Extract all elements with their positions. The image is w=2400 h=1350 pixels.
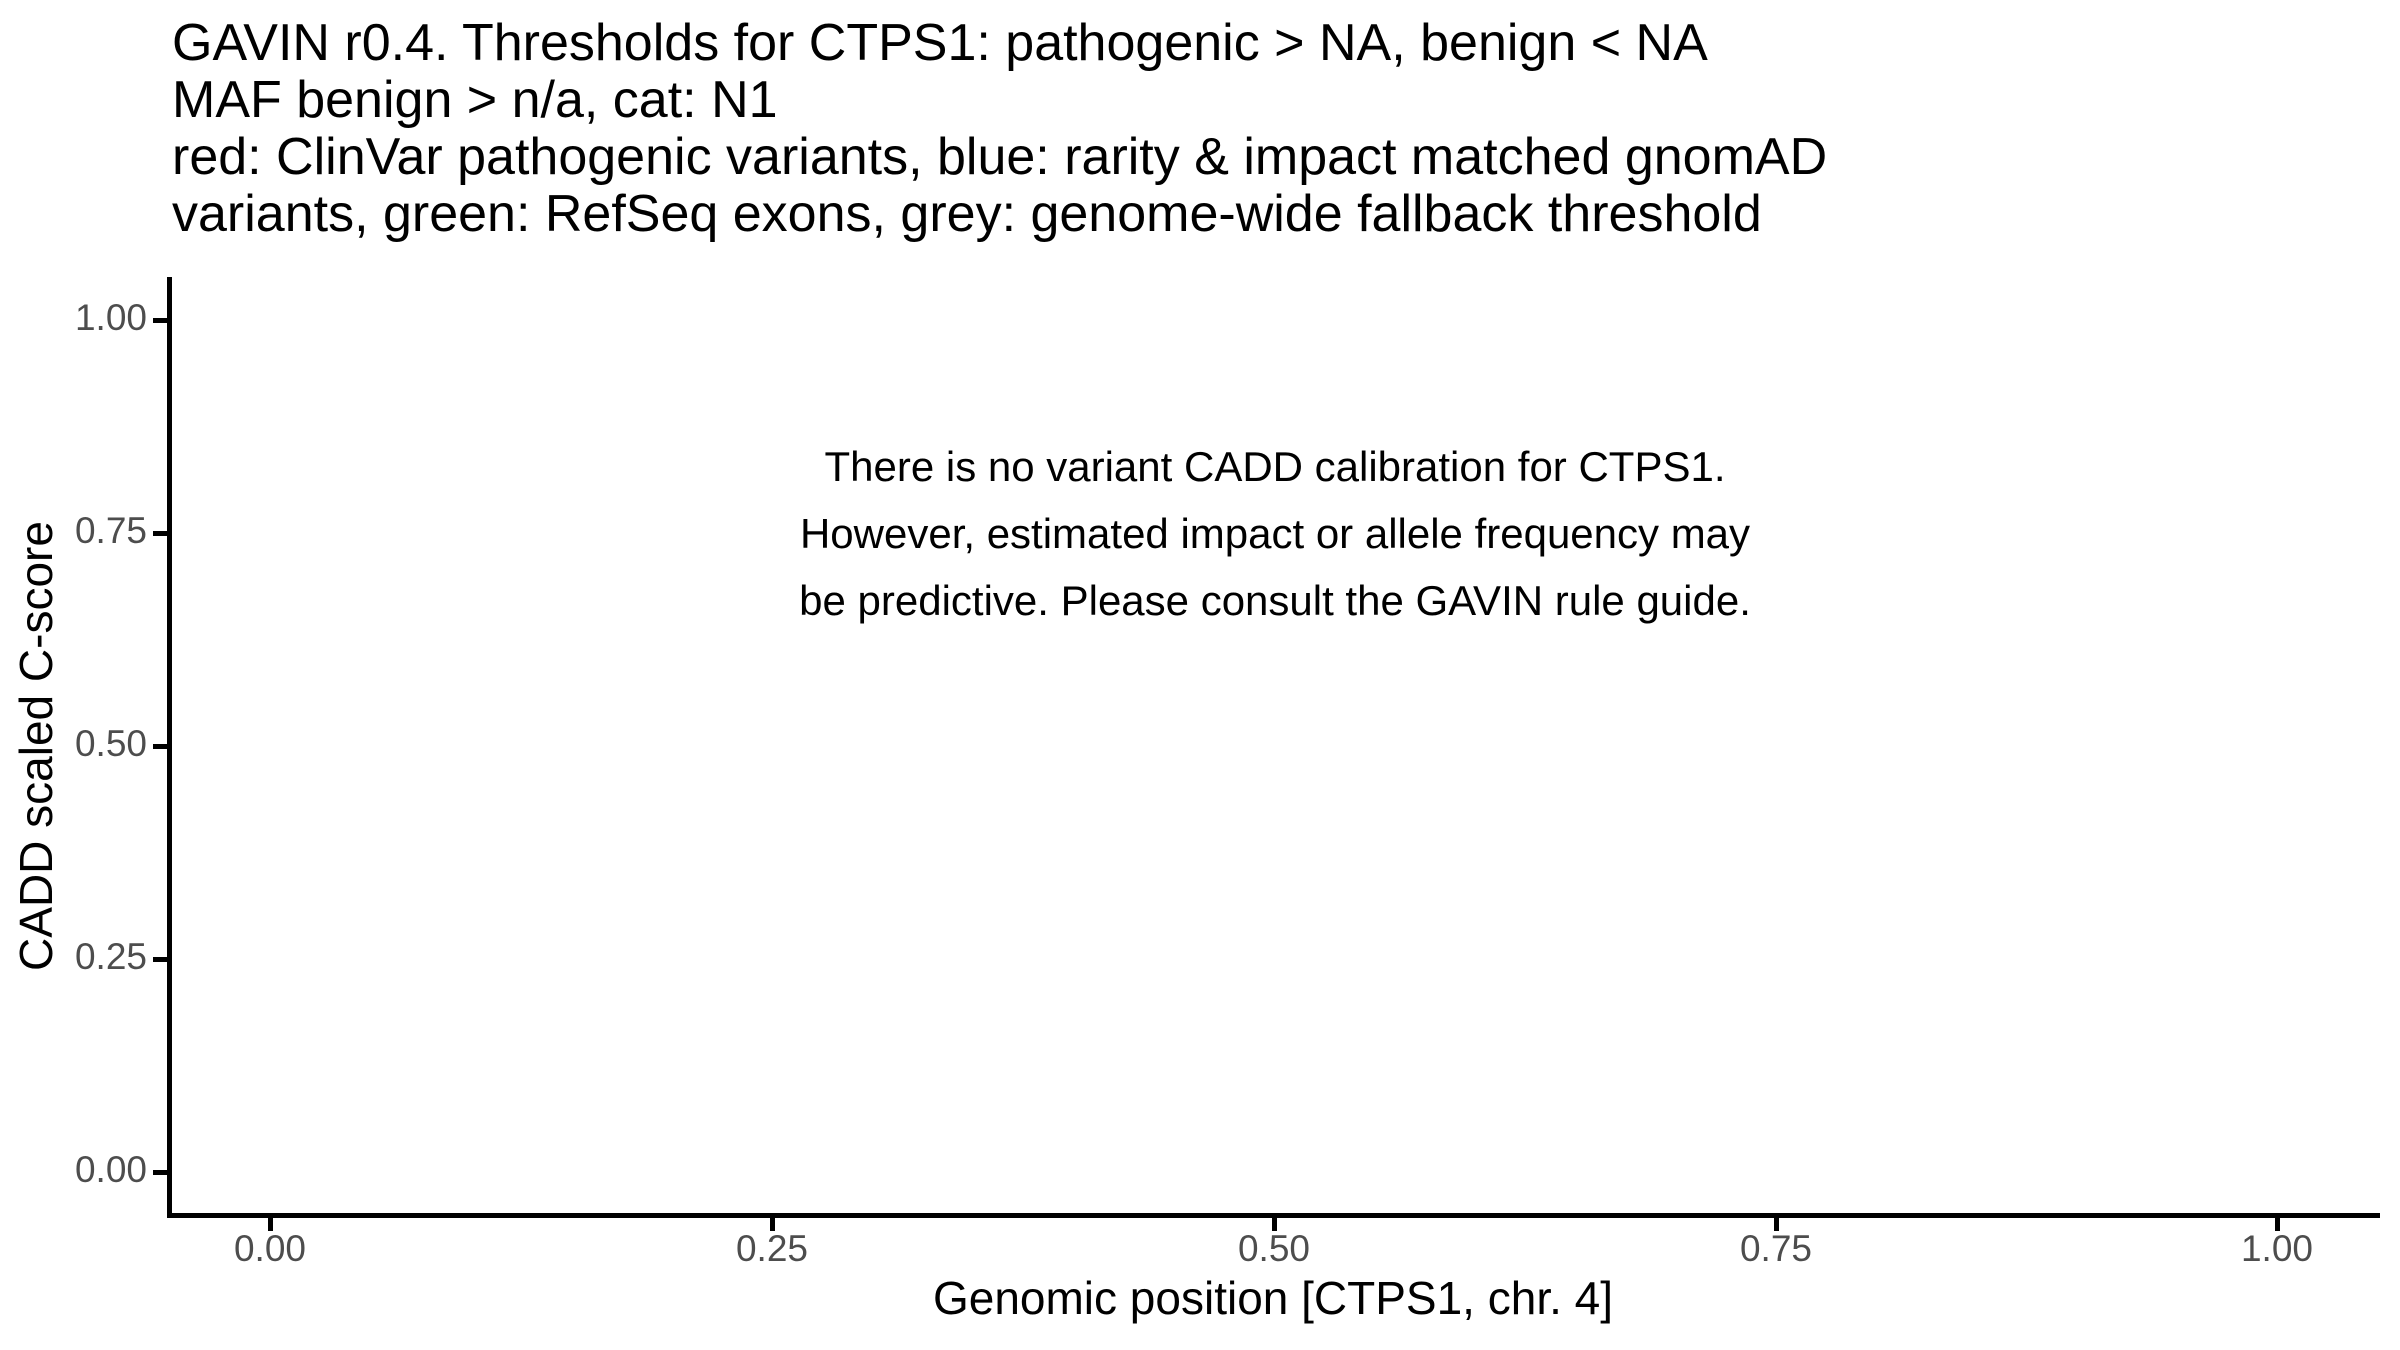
y-axis-title: CADD scaled C-score xyxy=(10,521,62,971)
chart-title-line-4: variants, green: RefSeq exons, grey: genome-wide fallback threshold xyxy=(172,185,1762,243)
x-axis-title: Genomic position [CTPS1, chr. 4] xyxy=(932,1272,1614,1324)
x-tick-label: 1.00 xyxy=(2240,1228,2313,1269)
y-axis-line xyxy=(167,277,172,1218)
y-tick-mark xyxy=(153,1170,167,1175)
chart-title-line-3: red: ClinVar pathogenic variants, blue: rarity & impact matched gnomAD xyxy=(172,128,1828,186)
y-tick-label: 0.00 xyxy=(74,1149,147,1190)
y-tick-mark xyxy=(153,318,167,323)
annotation-line-2: However, estimated impact or allele frequency may xyxy=(799,510,1751,557)
x-tick-label: 0.25 xyxy=(735,1228,808,1269)
y-tick-label: 0.50 xyxy=(74,723,147,764)
no-calibration-annotation xyxy=(799,433,1751,634)
x-tick-label: 0.00 xyxy=(233,1228,306,1269)
x-tick-label: 0.75 xyxy=(1739,1228,1812,1269)
x-tick-label: 0.50 xyxy=(1237,1228,1310,1269)
annotation-line-1: There is no variant CADD calibration for CTPS1. xyxy=(824,443,1726,490)
chart-title-line-2: MAF benign > n/a, cat: N1 xyxy=(172,71,778,129)
y-tick-label: 1.00 xyxy=(74,297,147,338)
y-tick-mark xyxy=(153,957,167,962)
chart-title-line-1: GAVIN r0.4. Thresholds for CTPS1: pathogenic > NA, benign < NA xyxy=(172,14,1708,72)
y-tick-label: 0.75 xyxy=(74,510,147,551)
chart-title xyxy=(172,15,1827,243)
y-tick-mark xyxy=(153,744,167,749)
annotation-line-3: be predictive. Please consult the GAVIN rule guide. xyxy=(799,577,1751,624)
y-tick-mark xyxy=(153,531,167,536)
y-tick-label: 0.25 xyxy=(74,936,147,977)
